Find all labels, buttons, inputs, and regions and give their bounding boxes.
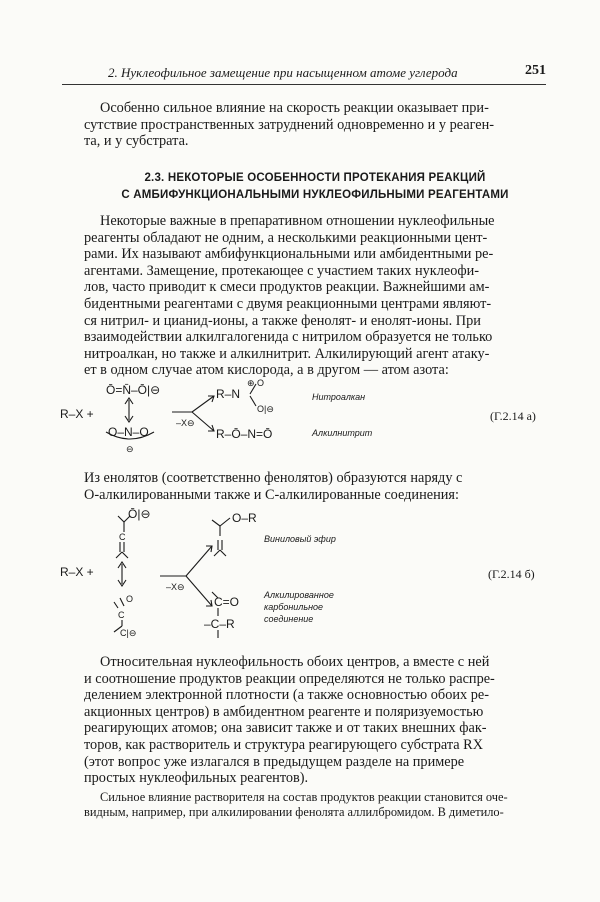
bond bbox=[118, 516, 124, 522]
carbonyl-cr: –C–R bbox=[204, 617, 235, 631]
nitro-oxygen-top: O bbox=[257, 378, 265, 388]
text-line: простых нуклеофильных реагентов). bbox=[84, 770, 309, 787]
paragraph-ambident bbox=[84, 213, 546, 379]
page-number: 251 bbox=[525, 63, 546, 78]
nitro-n-charge: ⊕ bbox=[247, 378, 255, 388]
text-line: (этот вопрос уже излагался в предыдущем разделе на примере bbox=[84, 753, 465, 770]
text-line: реагенты обладают не одним, а несколькими реакционными цент- bbox=[84, 229, 488, 246]
label-alkylated-line-1: Алкилированное bbox=[264, 590, 334, 600]
running-title: 2. Нуклеофильное замещение при насыщенном атоме углерода bbox=[108, 65, 458, 80]
nitrite-ester-formula: R–Ō–N=Ō bbox=[216, 427, 273, 441]
reagent-rx: R–X + bbox=[60, 407, 94, 421]
section-heading bbox=[84, 170, 546, 204]
arrow-to-nitroalkane bbox=[192, 396, 214, 412]
label-nitroalkane: Нитроалкан bbox=[312, 392, 366, 402]
equation-number-a: (Г.2.14 а) bbox=[490, 409, 536, 423]
enolate-bottom-carbon: C bbox=[118, 610, 125, 620]
nitrite-resonance-top: Ō=N̄–Ō|⊖ bbox=[106, 383, 161, 397]
label-vinyl-ether: Виниловый эфир bbox=[264, 534, 336, 544]
arrow-to-vinyl-ether bbox=[186, 546, 212, 576]
label-alkylated-line-2: карбонильное bbox=[264, 602, 324, 612]
text-line: О-алкилированными также и С-алкилированные соединения: bbox=[84, 486, 459, 503]
bond bbox=[120, 598, 124, 606]
paragraph-steric bbox=[84, 100, 546, 150]
text-line: Некоторые важные в препаративном отношении нуклеофильные bbox=[100, 213, 495, 229]
bond bbox=[212, 520, 220, 526]
text-line: взаимодействии алкилгалогенида с нитрилом образуется не только bbox=[84, 329, 493, 346]
text-line: агентами. Замещение, протекающее с участием таких нуклеофи- bbox=[84, 262, 480, 279]
nitroalkane-formula: R–N bbox=[216, 387, 241, 401]
text-line: акционных центров) в амбидентном реагенте и поляризуемостью bbox=[84, 703, 484, 720]
bond bbox=[116, 552, 122, 558]
text-line: лов, часто приводит к смеси продуктов реакции. Важнейшими ам- bbox=[84, 279, 490, 296]
text-line: бидентными реагентами с двумя реакционными центрами являют- bbox=[84, 295, 492, 312]
scheme-nitrite-drawing bbox=[0, 376, 600, 462]
text-line: нитроалкан, но также и алкилнитрит. Алкилирующий агент атаку- bbox=[84, 345, 490, 362]
text-line: рами. Их называют амбифункциональными или амбидентными ре- bbox=[84, 246, 494, 263]
text-line: ет в одном случае атом кислорода, а в другом — атом азота: bbox=[84, 362, 449, 379]
paragraph-nucleophilicity bbox=[84, 654, 546, 787]
nitrite-resonance-bottom: O–N–O bbox=[108, 425, 149, 439]
vinyl-ether-or: O–R bbox=[232, 511, 257, 525]
bond bbox=[214, 550, 220, 556]
equation-number-b: (Г.2.14 б) bbox=[488, 567, 535, 581]
text-line: Относительная нуклеофильность обоих центров, а вместе с ней bbox=[100, 654, 490, 670]
reaction-scheme-nitrite bbox=[0, 376, 600, 462]
bond bbox=[114, 602, 118, 608]
paragraph-enolates bbox=[84, 470, 546, 503]
text-line: торов, как растворитель и структура реагирующего субстрата RX bbox=[84, 736, 484, 753]
label-alkyl-nitrite: Алкилнитрит bbox=[312, 428, 373, 438]
reagent-rx-2: R–X + bbox=[60, 565, 94, 579]
text-line: Особенно сильное влияние на скорость реакции оказывает при- bbox=[100, 100, 489, 116]
enolate-top-carbon: C bbox=[119, 532, 126, 542]
paragraph-solvent-smallprint bbox=[84, 790, 546, 820]
text-line: сутствие пространственных затруднений одновременно и у реаген- bbox=[84, 116, 495, 133]
text-line: делением электронной плотности (а также основностью обоих ре- bbox=[84, 687, 489, 704]
enolate-carbanion: C|⊖ bbox=[120, 628, 137, 638]
reaction-scheme-enolate bbox=[0, 506, 600, 642]
text-line: видным, например, при алкилировании фенолята аллилбромидом. В диметило- bbox=[84, 805, 504, 819]
section-heading-line-1: 2.3. НЕКОТОРЫЕ ОСОБЕННОСТИ ПРОТЕКАНИЯ РЕАКЦИЙ bbox=[144, 172, 486, 184]
leaving-group: –X⊖ bbox=[176, 418, 195, 428]
text-line: Из енолятов (соответственно фенолятов) образуются наряду с bbox=[84, 470, 463, 486]
nitro-oxygen-bottom: O|⊖ bbox=[257, 404, 274, 414]
enolate-bottom-oxygen: O bbox=[126, 594, 134, 604]
arrow-to-nitrite-ester bbox=[192, 412, 214, 431]
bond bbox=[220, 518, 230, 526]
label-alkylated-line-3: соединение bbox=[264, 614, 314, 624]
scheme-enolate-drawing bbox=[0, 506, 600, 642]
text-line: ся нитрил- и цианид-ионы, а также фенолят- и енолят-ионы. При bbox=[84, 312, 481, 329]
running-header bbox=[62, 62, 546, 85]
arrow-to-carbonyl bbox=[186, 576, 212, 606]
carbonyl-co: C=O bbox=[214, 595, 240, 609]
leaving-group-2: –X⊖ bbox=[166, 582, 185, 592]
bond bbox=[220, 550, 226, 556]
text-line: Сильное влияние растворителя на состав продуктов реакции становится оче- bbox=[100, 790, 508, 804]
section-heading-line-2: С АМБИФУНКЦИОНАЛЬНЫМИ НУКЛЕОФИЛЬНЫМИ РЕАГЕНТАМИ bbox=[121, 189, 509, 201]
bond bbox=[122, 552, 128, 558]
nitro-bond-down bbox=[250, 396, 256, 406]
nitrite-charge: ⊖ bbox=[126, 444, 134, 454]
enolate-top-oxygen: Ō|⊖ bbox=[128, 507, 151, 521]
text-line: и соотношение продуктов реакции определяются не только распре- bbox=[84, 670, 495, 687]
text-line: реагирующих атомов; она зависит также и от таких внешних фак- bbox=[84, 720, 487, 737]
text-line: та, и у субстрата. bbox=[84, 133, 189, 150]
